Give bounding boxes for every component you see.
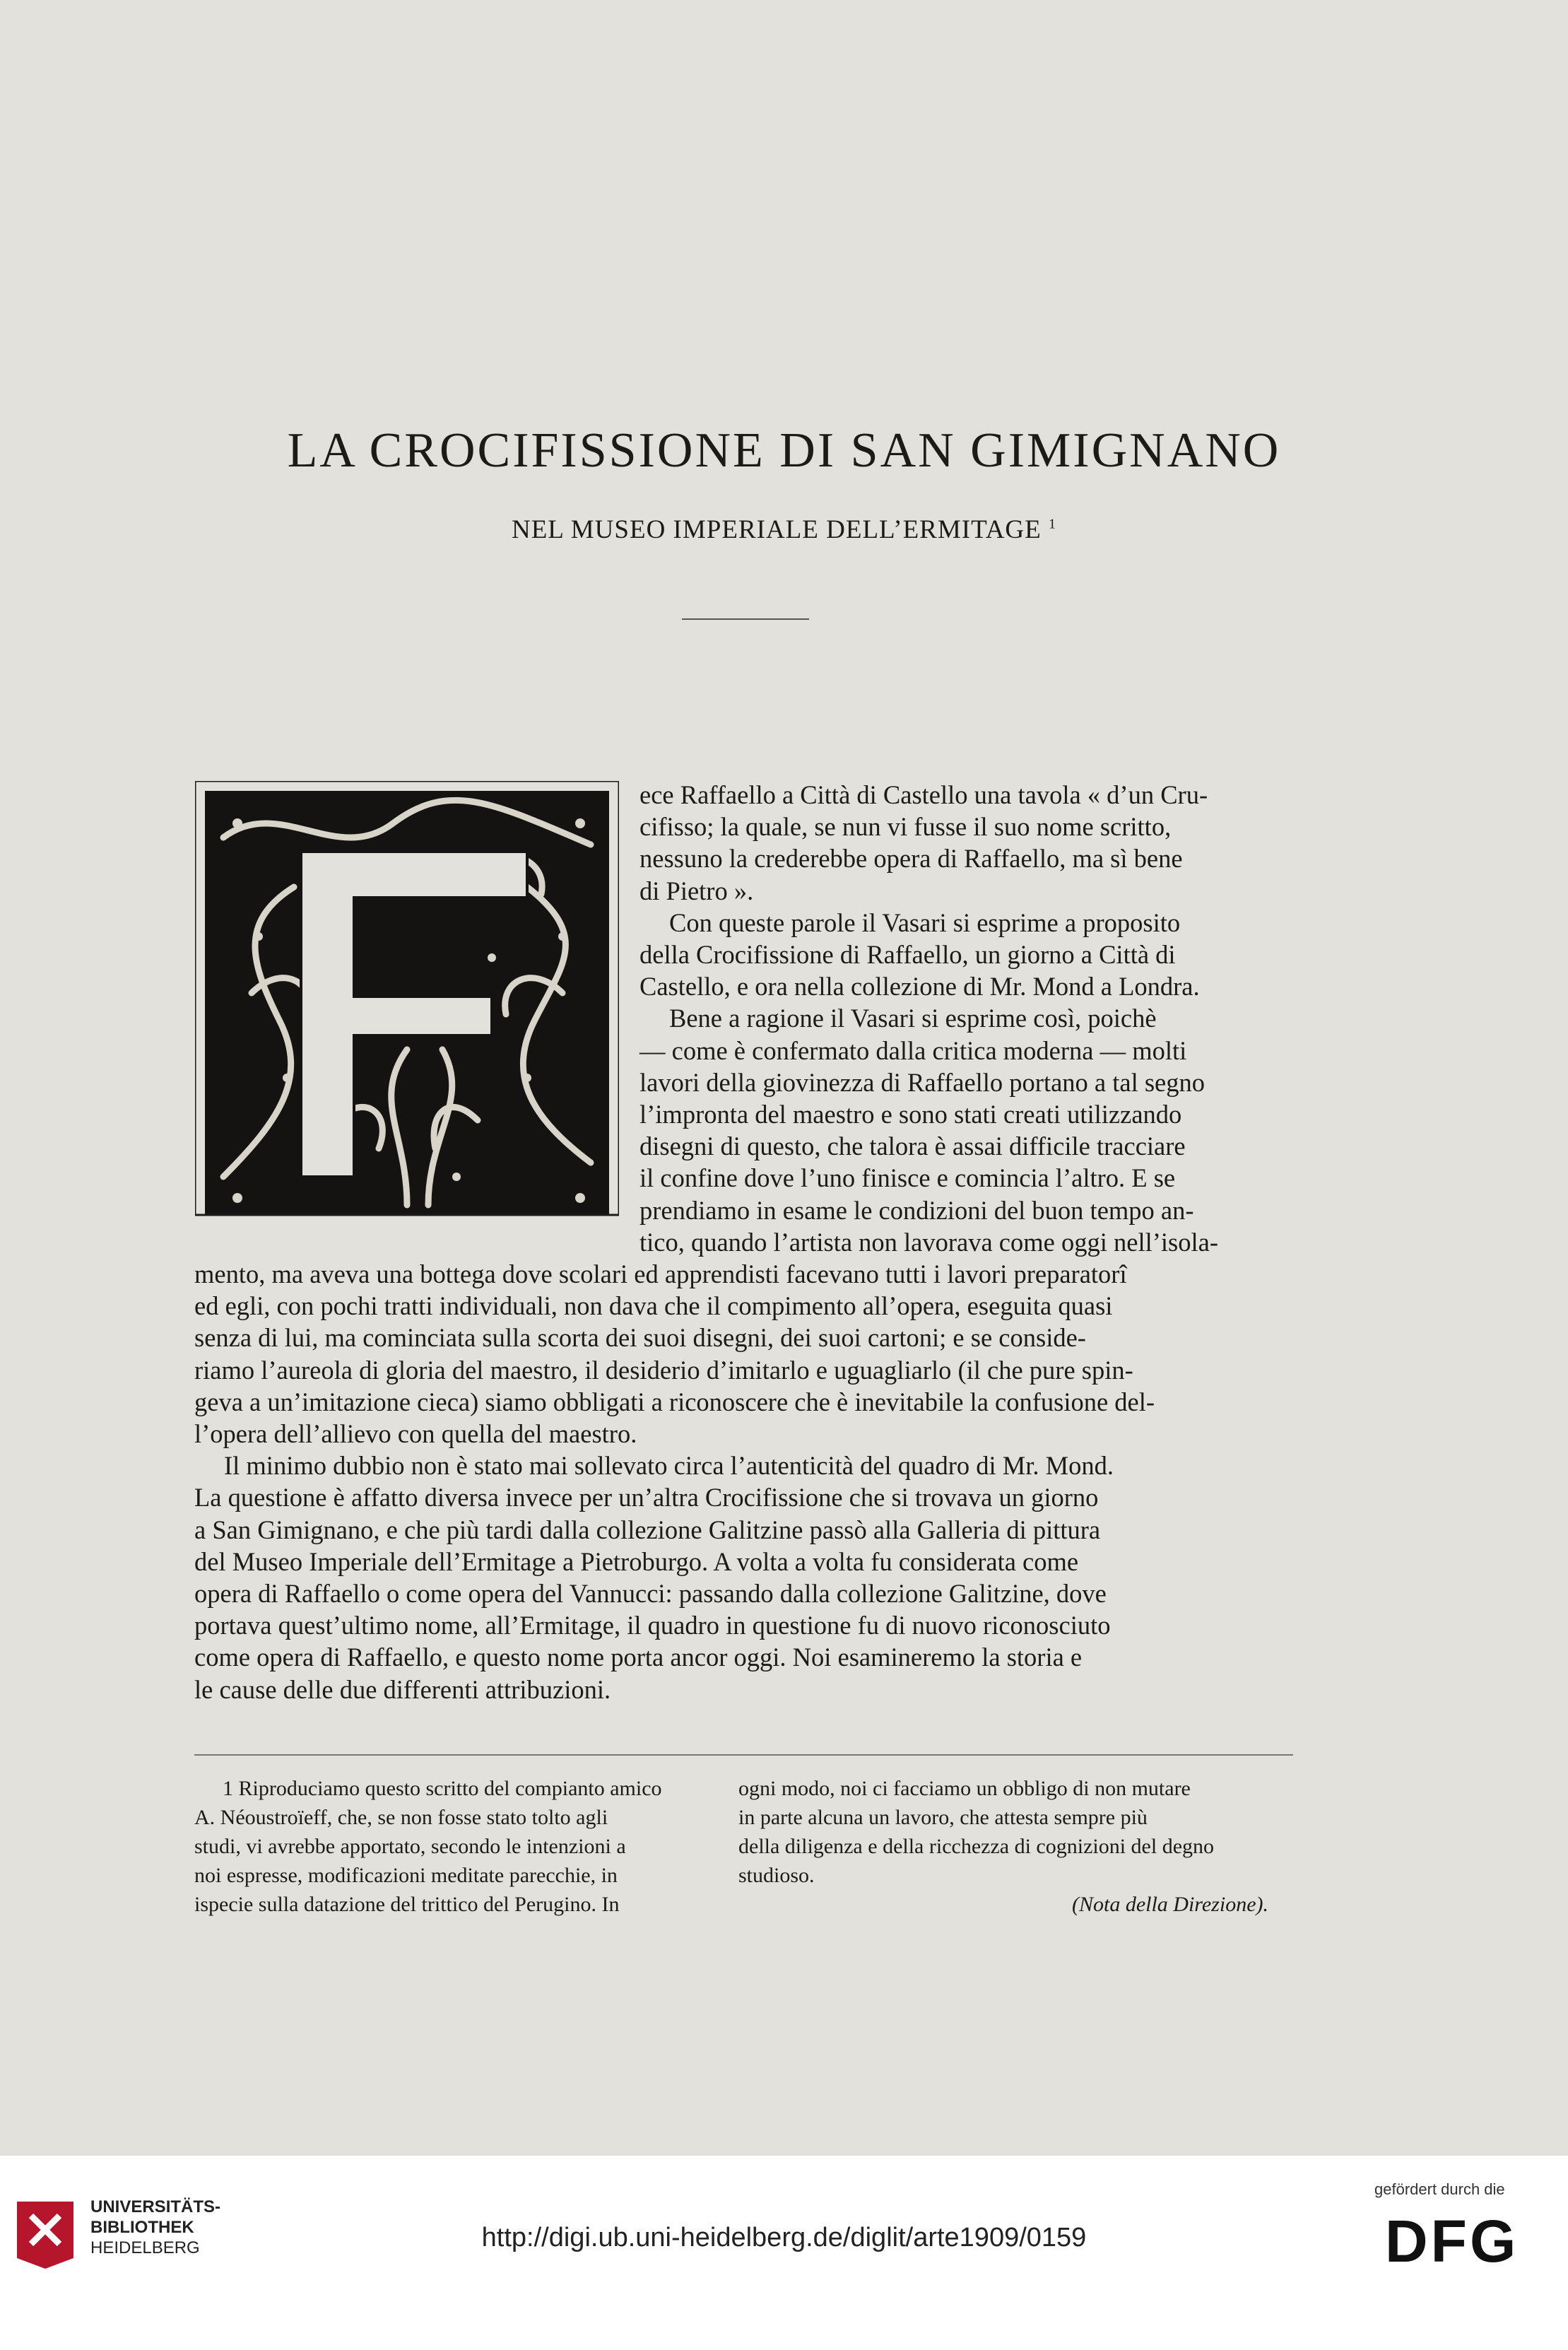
text-line: La questione è affatto diversa invece per un’altra Crocifissione che si trovava un giorno bbox=[194, 1483, 1099, 1512]
text-line: portava quest’ultimo nome, all’Ermitage, il quadro in questione fu di nuovo riconosciuto bbox=[194, 1611, 1111, 1640]
text-line: geva a un’imitazione cieca) siamo obbligati a riconoscere che è inevitabile la confusione del- bbox=[194, 1387, 1155, 1416]
text-line: tico, quando l’artista non lavorava come oggi nell’isola- bbox=[639, 1227, 1218, 1257]
footnote-line: noi espresse, modificazioni meditate parecchie, in bbox=[194, 1864, 618, 1887]
subtitle-text: NEL MUSEO IMPERIALE DELL’ERMITAGE bbox=[511, 515, 1042, 544]
text-line: — come è confermato dalla critica moderna — molti bbox=[639, 1035, 1187, 1065]
footnote-line: ogni modo, noi ci facciamo un obbligo di non mutare bbox=[738, 1777, 1191, 1800]
library-line: HEIDELBERG bbox=[90, 2238, 200, 2257]
footnote-line: studioso. bbox=[738, 1864, 815, 1887]
text-line: le cause delle due differenti attribuzioni. bbox=[194, 1674, 611, 1704]
decorated-initial bbox=[195, 781, 619, 1247]
footnote-left-column bbox=[194, 1774, 724, 1919]
text-line: ed egli, con pochi tratti individuali, non dava che il compimento all’opera, eseguita quasi bbox=[194, 1291, 1113, 1321]
footnote-line: studi, vi avrebbe apportato, secondo le intenzioni a bbox=[194, 1835, 626, 1858]
article-subtitle bbox=[0, 515, 1568, 545]
text-line: Il minimo dubbio non è stato mai sollevato circa l’autenticità del quadro di Mr. Mond. bbox=[224, 1451, 1114, 1481]
footnote-line: 1 Riproduciamo questo scritto del compianto amico bbox=[223, 1777, 662, 1800]
intro-column bbox=[639, 779, 1293, 1258]
text-line: a San Gimignano, e che più tardi dalla collezione Galitzine passò alla Galleria di pittura bbox=[194, 1515, 1101, 1544]
library-line: BIBLIOTHEK bbox=[90, 2218, 194, 2237]
main-column bbox=[194, 1258, 1293, 1705]
text-line: Bene a ragione il Vasari si esprime così, poichè bbox=[669, 1004, 1157, 1033]
source-url-link[interactable]: http://digi.ub.uni-heidelberg.de/diglit/arte1909/0159 bbox=[481, 2223, 1087, 2252]
text-line: Con queste parole il Vasari si esprime a proposito bbox=[669, 907, 1181, 937]
footnote-right-column bbox=[738, 1774, 1268, 1919]
footnote-rule bbox=[194, 1754, 1293, 1756]
dfg-logo bbox=[1385, 2209, 1526, 2272]
text-line: della Crocifissione di Raffaello, un giorno a Città di bbox=[639, 940, 1176, 970]
footnote-line: in parte alcuna un lavoro, che attesta sempre più bbox=[738, 1806, 1148, 1829]
funding-label: gefördert durch die bbox=[1374, 2180, 1505, 2198]
text-line: cifisso; la quale, se nun vi fusse il suo nome scritto, bbox=[639, 812, 1172, 842]
text-line: di Pietro ». bbox=[639, 876, 754, 905]
text-line: il confine dove l’uno finisce e comincia l’altro. E se bbox=[639, 1163, 1176, 1193]
text-line: disegni di questo, che talora è assai difficile tracciare bbox=[639, 1132, 1186, 1161]
footnote-marker: 1 bbox=[1049, 516, 1057, 532]
text-line: del Museo Imperiale dell’Ermitage a Pietroburgo. A volta a volta fu considerata come bbox=[194, 1546, 1079, 1576]
text-line: ece Raffaello a Città di Castello una tavola « d’un Cru- bbox=[639, 780, 1208, 809]
text-line: mento, ma aveva una bottega dove scolari ed apprendisti facevano tutti i lavori preparatorî bbox=[194, 1259, 1127, 1288]
text-line: opera di Raffaello o come opera del Vannucci: passando dalla collezione Galitzine, dove bbox=[194, 1579, 1107, 1609]
text-line: nessuno la crederebbe opera di Raffaello, ma sì bene bbox=[639, 844, 1183, 874]
footnote-signature: (Nota della Direzione). bbox=[1071, 1893, 1268, 1916]
dfg-logo-text: DFG bbox=[1385, 2209, 1519, 2272]
text-line: come opera di Raffaello, e questo nome porta ancor oggi. Noi esamineremo la storia e bbox=[194, 1643, 1083, 1672]
footnote-line: A. Néoustroïeff, che, se non fosse stato tolto agli bbox=[194, 1806, 608, 1829]
text-line: senza di lui, ma cominciata sulla scorta dei suoi disegni, dei suoi cartoni; e se conside- bbox=[194, 1323, 1086, 1353]
title-divider bbox=[682, 618, 809, 620]
article-title: LA CROCIFISSIONE DI SAN GIMIGNANO bbox=[287, 423, 1281, 478]
library-line: UNIVERSITÄTS- bbox=[90, 2197, 221, 2216]
footnote-line: ispecie sulla datazione del trittico del Perugino. In bbox=[194, 1893, 620, 1916]
text-line: prendiamo in esame le condizioni del buon tempo an- bbox=[639, 1195, 1194, 1225]
text-line: lavori della giovinezza di Raffaello portano a tal segno bbox=[639, 1067, 1206, 1097]
footnote-line: della diligenza e della ricchezza di cognizioni del degno bbox=[738, 1835, 1215, 1858]
text-line: l’opera dell’allievo con quella del maestro. bbox=[194, 1419, 637, 1449]
text-line: Castello, e ora nella collezione di Mr. Mond a Londra. bbox=[639, 972, 1200, 1001]
text-line: riamo l’aureola di gloria del maestro, il desiderio d’imitarlo e uguagliarlo (il che pure spin- bbox=[194, 1355, 1133, 1385]
text-line: l’impronta del maestro e sono stati creati utilizzando bbox=[639, 1100, 1182, 1129]
